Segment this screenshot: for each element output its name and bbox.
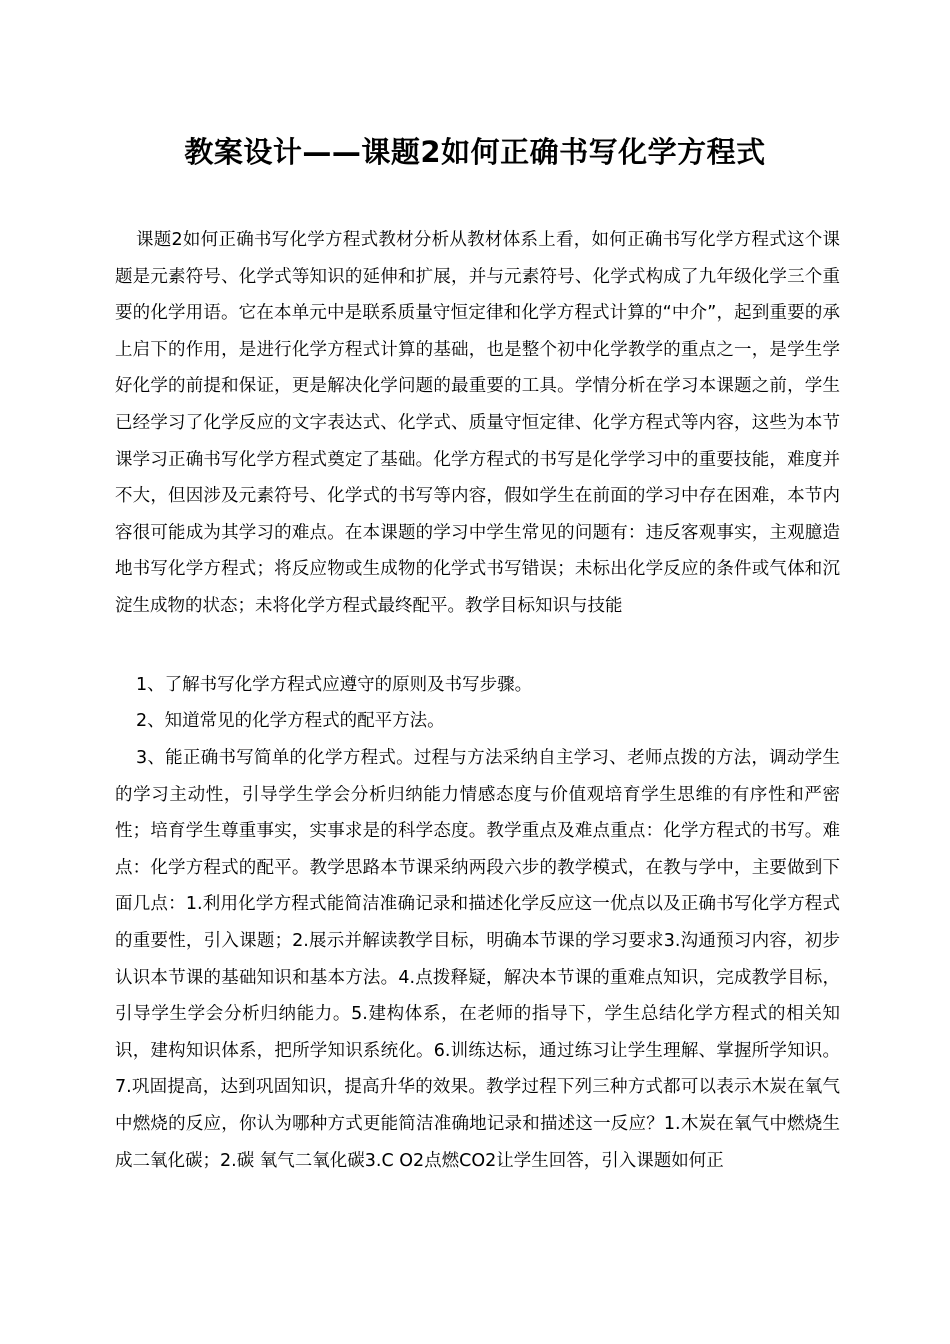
document-title: 教案设计——课题2如何正确书写化学方程式 (184, 135, 766, 169)
paragraph-objective-3: 3、能正确书写简单的化学方程式。过程与方法采纳自主学习、老师点拨的方法，调动学生的学习主动性，引导学生学会分析归纳能力情感态度与价值观培育学生思维的有序性和严密性；培育学生尊重事实，实事求是的科学态度。教学重点及难点重点：化学方程式的书写。难点：化学方程式的配平。教学思路本节课采纳两段六步的教学模式，在教与学中，主要做到下面几点：1.利用化学方程式能简洁准确记录和描述化学反应这一优点以及正确书写化学方程式的重要性，引入课题；2.展示并解读教学目标，明确本节课的学习要求3.沟通预习内容，初步认识本节课的基础知识和基本方法。4.点拨释疑，解决本节课的重难点知识，完成教学目标，引导学生学会分析归纳能力。5.建构体系，在老师的指导下，学生总结化学方程式的相关知识，建构知识体系，把所学知识系统化。6.训练达标，通过练习让学生理解、掌握所学知识。7.巩固提高，达到巩固知识，提高升华的效果。教学过程下列三种方式都可以表示木炭在氧气中燃烧的反应，你认为哪种方式更能简洁准确地记录和描述这一反应？1.木炭在氧气中燃烧生成二氧化碳；2.碳 氧气二氧化碳3.C O2点燃CO2让学生回答，引入课题如何正 (115, 748, 840, 1171)
paragraph-objective-2: 2、知道常见的化学方程式的配平方法。 (136, 711, 445, 731)
paragraph-objective-1: 1、了解书写化学方程式应遵守的原则及书写步骤。 (136, 675, 533, 695)
paragraph-analysis: 课题2如何正确书写化学方程式教材分析从教材体系上看，如何正确书写化学方程式这个课题是元素符号、化学式等知识的延伸和扩展，并与元素符号、化学式构成了九年级化学三个重要的化学用语。它在本单元中是联系质量守恒定律和化学方程式计算的“中介”，起到重要的承上启下的作用，是进行化学方程式计算的基础，也是整个初中化学教学的重点之一，是学生学好化学的前提和保证，更是解决化学问题的最重要的工具。学情分析在学习本课题之前，学生已经学习了化学反应的文字表达式、化学式、质量守恒定律、化学方程式等内容，这些为本节课学习正确书写化学方程式奠定了基础。化学方程式的书写是化学学习中的重要技能，难度并不大，但因涉及元素符号、化学式的书写等内容，假如学生在前面的学习中存在困难，本节内容很可能成为其学习的难点。在本课题的学习中学生常见的问题有：违反客观事实，主观臆造地书写化学方程式；将反应物或生成物的化学式书写错误；未标出化学反应的条件或气体和沉淀生成物的状态；未将化学方程式最终配平。教学目标知识与技能 (115, 230, 840, 616)
